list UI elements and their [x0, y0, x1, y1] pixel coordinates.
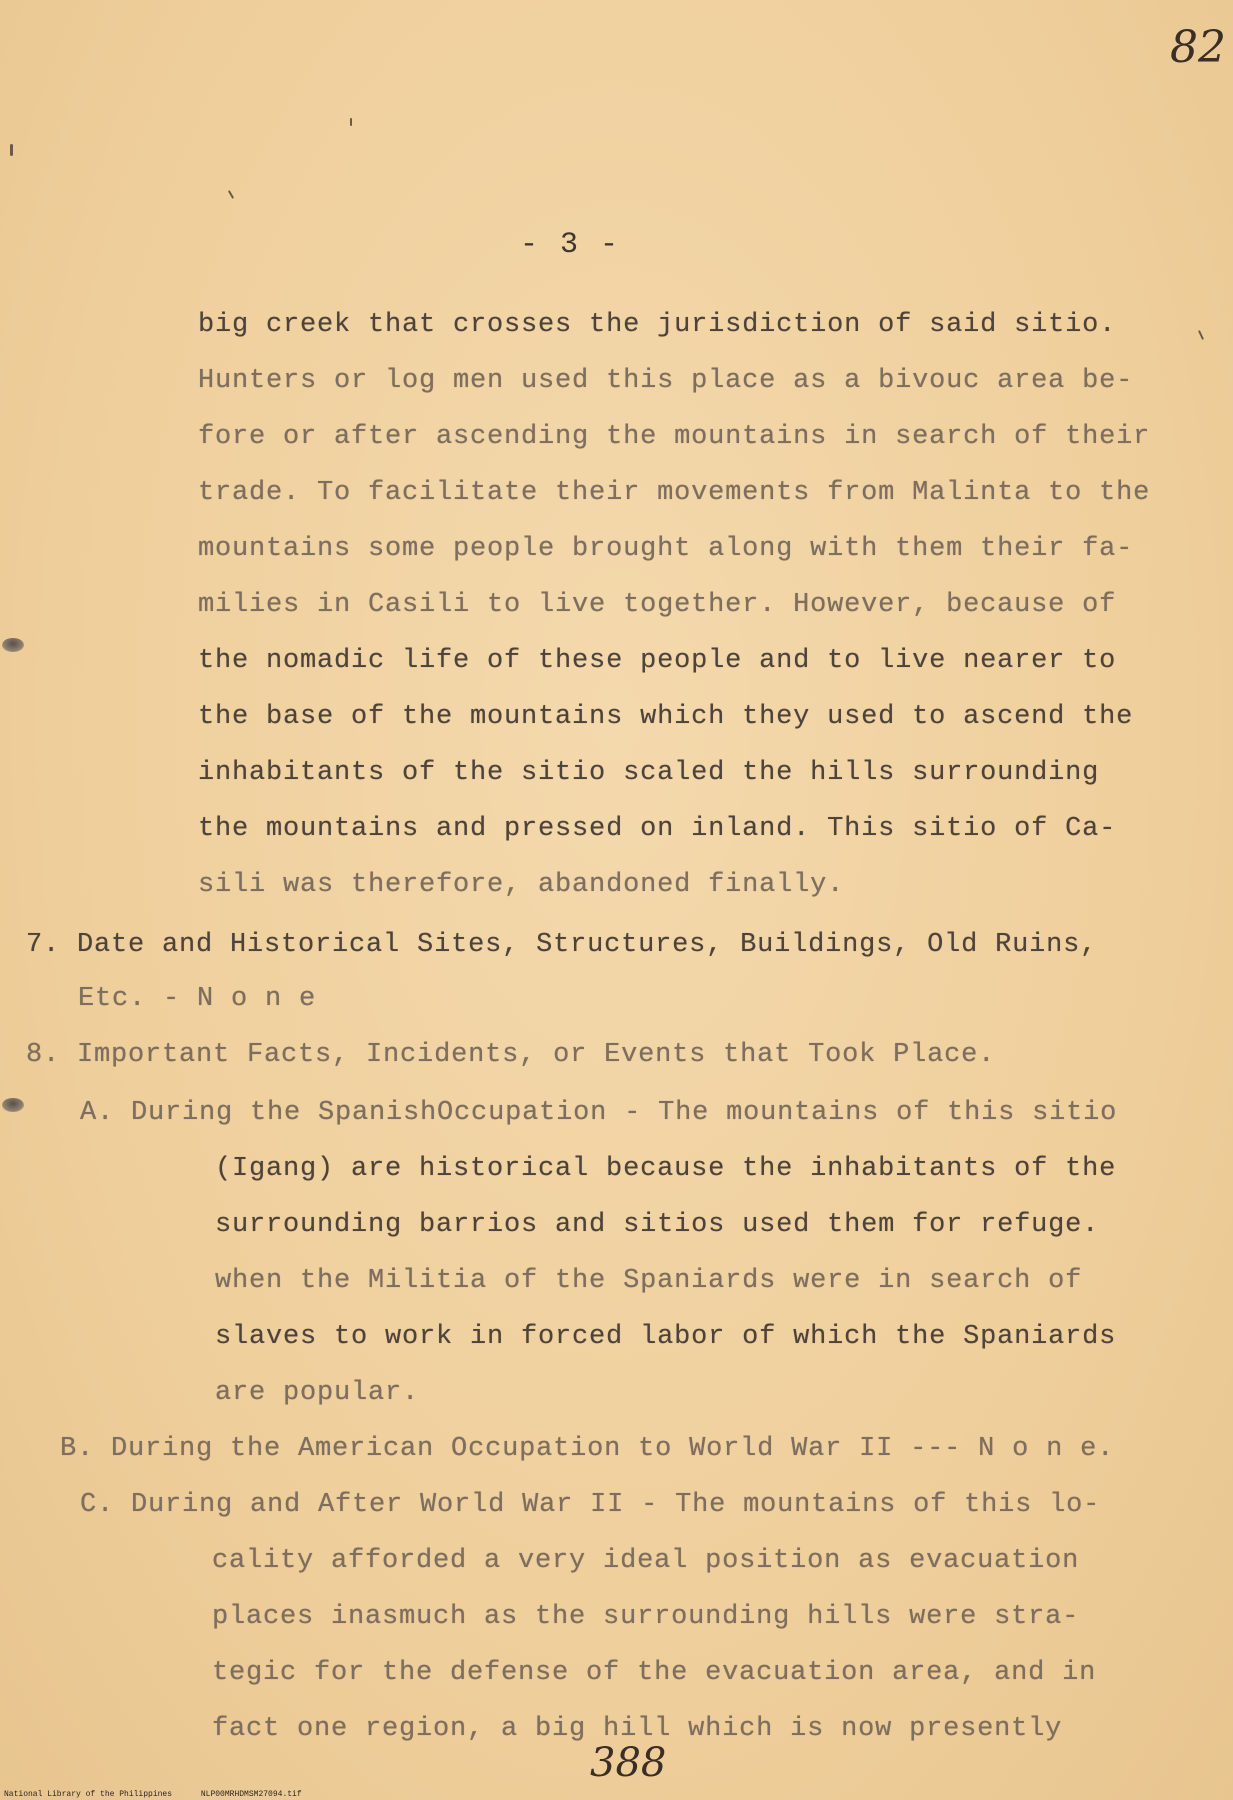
text-line: places inasmuch as the surrounding hills were stra-: [212, 1602, 1080, 1632]
text-line: tegic for the defense of the evacuation area, and in: [212, 1658, 1097, 1688]
text-line: fact one region, a big hill which is now presently: [212, 1714, 1063, 1744]
text-line: mountains some people brought along with them their fa-: [198, 534, 1134, 564]
footer: [4, 1790, 326, 1799]
paper-speck: [1198, 330, 1204, 340]
text-line: sili was therefore, abandoned finally.: [198, 870, 845, 900]
text-line: trade. To facilitate their movements from Malinta to the: [198, 478, 1151, 508]
text-line: slaves to work in forced labor of which the Spaniards: [215, 1322, 1117, 1352]
text-line: the base of the mountains which they used to ascend the: [198, 702, 1134, 732]
text-line: milies in Casili to live together. However, because of: [198, 590, 1117, 620]
handwritten-page-number: 388: [590, 1740, 667, 1786]
text-line: fore or after ascending the mountains in search of their: [198, 422, 1151, 452]
text-line: the mountains and pressed on inland. This sitio of Ca-: [198, 814, 1117, 844]
text-line: (Igang) are historical because the inhabitants of the: [215, 1154, 1117, 1184]
paper-speck: [10, 144, 13, 156]
paper-speck: [350, 118, 352, 126]
text-line: cality afforded a very ideal position as evacuation: [212, 1546, 1080, 1576]
paper-speck: [228, 190, 234, 199]
text-line: A. During the SpanishOccupation - The mountains of this sitio: [80, 1098, 1118, 1128]
text-line: inhabitants of the sitio scaled the hills surrounding: [198, 758, 1100, 788]
text-line: surrounding barrios and sitios used them for refuge.: [215, 1210, 1100, 1240]
footer-institution: National Library of the Philippines: [4, 1790, 173, 1799]
text-line: Hunters or log men used this place as a bivouc area be-: [198, 366, 1134, 396]
text-line: when the Militia of the Spaniards were in search of: [215, 1266, 1083, 1296]
text-line: big creek that crosses the jurisdiction of said sitio.: [198, 310, 1117, 340]
text-line: the nomadic life of these people and to live nearer to: [198, 646, 1117, 676]
footer-filename: NLP00MRHDMSM27094.tif: [200, 1790, 302, 1799]
text-line: are popular.: [215, 1378, 420, 1408]
text-line: 7. Date and Historical Sites, Structures, Buildings, Old Ruins,: [26, 930, 1098, 960]
text-line: C. During and After World War II - The mountains of this lo-: [80, 1490, 1101, 1520]
text-line: Etc. - N o n e: [78, 984, 317, 1014]
folio-number: 82: [1170, 22, 1226, 73]
punch-hole: [2, 1098, 24, 1112]
item-8-heading: 8. Important Facts, Incidents, or Events that Took Place.: [26, 1040, 996, 1070]
punch-hole: [2, 638, 24, 652]
page-number: - 3 -: [520, 228, 621, 262]
item-b: B. During the American Occupation to World War II --- N o n e.: [60, 1434, 1115, 1464]
